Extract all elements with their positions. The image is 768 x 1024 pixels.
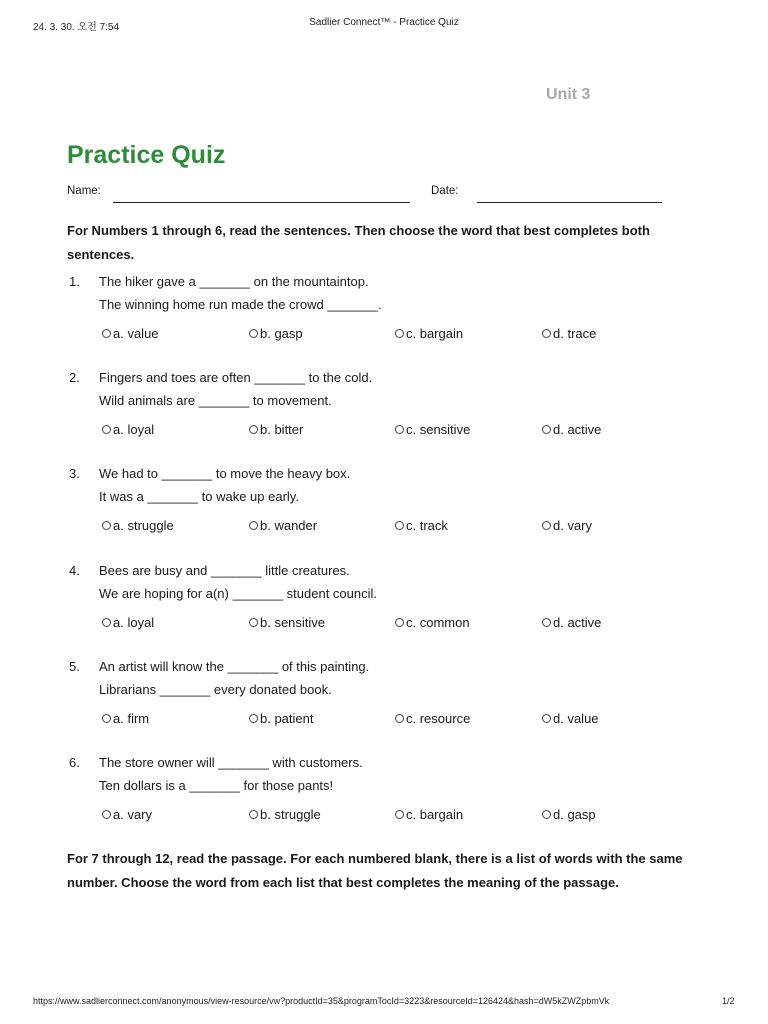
answer-choice[interactable]: [542, 326, 596, 341]
answer-choice[interactable]: [249, 518, 317, 533]
question-sentence: We had to _______ to move the heavy box.: [99, 466, 351, 481]
radio-button-icon[interactable]: [249, 810, 258, 819]
radio-button-icon[interactable]: [395, 521, 404, 530]
answer-choice-label: d. gasp: [553, 807, 596, 822]
radio-button-icon[interactable]: [395, 810, 404, 819]
radio-button-icon[interactable]: [542, 714, 551, 723]
name-field[interactable]: [113, 202, 410, 203]
radio-button-icon[interactable]: [395, 425, 404, 434]
question-sentence: The store owner will _______ with customers.: [99, 755, 363, 770]
radio-button-icon[interactable]: [102, 329, 111, 338]
answer-choice-label: a. vary: [113, 807, 153, 822]
answer-choice-label: a. loyal: [113, 615, 155, 630]
radio-button-icon[interactable]: [102, 714, 111, 723]
answer-choice[interactable]: [395, 326, 463, 341]
question-sentence: An artist will know the _______ of this painting.: [99, 659, 370, 674]
question-sentence: The hiker gave a _______ on the mountaintop.: [99, 274, 369, 289]
answer-choice[interactable]: [102, 422, 154, 437]
answer-choice[interactable]: [542, 615, 601, 630]
question-sentence: We are hoping for a(n) _______ student council.: [99, 586, 377, 601]
radio-button-icon[interactable]: [102, 618, 111, 627]
answer-choice-label: c. resource: [406, 711, 471, 726]
answer-choice-label: b. wander: [260, 518, 318, 533]
answer-choice-label: b. struggle: [260, 807, 321, 822]
answer-choice[interactable]: [249, 326, 303, 341]
answer-choice[interactable]: [102, 711, 149, 726]
radio-button-icon[interactable]: [249, 425, 258, 434]
question-sentence: It was a _______ to wake up early.: [99, 489, 299, 504]
footer-url: https://www.sadlierconnect.com/anonymous/view-resource/vw?productId=35&programTocId=3223&resourceId=126424&hash=dW5kZWZpbmVk: [33, 996, 610, 1006]
question-number: 3.: [69, 466, 80, 481]
radio-button-icon[interactable]: [249, 521, 258, 530]
answer-choice[interactable]: [395, 807, 463, 822]
answer-choice[interactable]: [249, 615, 325, 630]
radio-button-icon[interactable]: [102, 521, 111, 530]
radio-button-icon[interactable]: [102, 810, 111, 819]
answer-choice-label: b. bitter: [260, 422, 304, 437]
answer-choice-label: b. patient: [260, 711, 314, 726]
question-number: 4.: [69, 563, 80, 578]
answer-choice[interactable]: [542, 711, 599, 726]
question-number: 5.: [69, 659, 80, 674]
radio-button-icon[interactable]: [542, 521, 551, 530]
date-label: Date:: [431, 185, 459, 197]
radio-button-icon[interactable]: [395, 329, 404, 338]
answer-choice[interactable]: [249, 711, 314, 726]
answer-choice-label: c. common: [406, 615, 470, 630]
answer-choice[interactable]: [542, 422, 601, 437]
radio-button-icon[interactable]: [542, 618, 551, 627]
answer-choice-label: d. value: [553, 711, 599, 726]
answer-choice[interactable]: [102, 518, 174, 533]
answer-choice[interactable]: [395, 422, 470, 437]
answer-choice[interactable]: [249, 422, 303, 437]
radio-button-icon[interactable]: [542, 329, 551, 338]
answer-choice[interactable]: [542, 518, 592, 533]
answer-choice-label: c. bargain: [406, 326, 464, 341]
radio-button-icon[interactable]: [542, 810, 551, 819]
radio-button-icon[interactable]: [542, 425, 551, 434]
answer-choice-label: d. trace: [553, 326, 597, 341]
page-title: Practice Quiz: [67, 141, 226, 169]
question-sentence: Fingers and toes are often _______ to the cold.: [99, 370, 373, 385]
answer-choice[interactable]: [395, 711, 470, 726]
answer-choice[interactable]: [102, 807, 152, 822]
date-field[interactable]: [477, 202, 662, 203]
answer-choice-label: b. sensitive: [260, 615, 326, 630]
question-sentence: Wild animals are _______ to movement.: [99, 393, 332, 408]
question-sentence: Ten dollars is a _______ for those pants!: [99, 778, 334, 793]
question-sentence: Bees are busy and _______ little creatures.: [99, 563, 350, 578]
question-number: 1.: [69, 274, 80, 289]
question-sentence: The winning home run made the crowd _______.: [99, 297, 382, 312]
print-date: 24. 3. 30. 오전 7:54: [33, 22, 120, 33]
instructions-part-2: For 7 through 12, read the passage. For each numbered blank, there is a list of words with the same number. Choose the word from each list that best completes the meaning of the passage.: [67, 851, 683, 890]
footer-page-number: 1/2: [722, 996, 735, 1006]
question-sentence: Librarians _______ every donated book.: [99, 682, 332, 697]
answer-choice[interactable]: [249, 807, 321, 822]
answer-choice[interactable]: [395, 518, 448, 533]
radio-button-icon[interactable]: [102, 425, 111, 434]
radio-button-icon[interactable]: [249, 329, 258, 338]
answer-choice-label: a. loyal: [113, 422, 155, 437]
answer-choice-label: d. vary: [553, 518, 593, 533]
print-header-title: Sadlier Connect™ - Practice Quiz: [309, 17, 459, 28]
answer-choice-label: a. struggle: [113, 518, 174, 533]
answer-choice[interactable]: [542, 807, 596, 822]
instructions-part-1: For Numbers 1 through 6, read the sentences. Then choose the word that best completes both sentences.: [67, 223, 650, 262]
answer-choice[interactable]: [395, 615, 470, 630]
unit-label: Unit 3: [546, 86, 591, 103]
answer-choice-label: c. bargain: [406, 807, 464, 822]
answer-choice-label: a. value: [113, 326, 159, 341]
answer-choice[interactable]: [102, 326, 159, 341]
answer-choice-label: b. gasp: [260, 326, 303, 341]
question-number: 2.: [69, 370, 80, 385]
radio-button-icon[interactable]: [395, 714, 404, 723]
answer-choice[interactable]: [102, 615, 154, 630]
answer-choice-label: a. firm: [113, 711, 150, 726]
question-number: 6.: [69, 755, 80, 770]
answer-choice-label: d. active: [553, 615, 602, 630]
radio-button-icon[interactable]: [249, 618, 258, 627]
radio-button-icon[interactable]: [249, 714, 258, 723]
answer-choice-label: c. sensitive: [406, 422, 471, 437]
radio-button-icon[interactable]: [395, 618, 404, 627]
answer-choice-label: c. track: [406, 518, 448, 533]
answer-choice-label: d. active: [553, 422, 602, 437]
name-label: Name:: [67, 185, 101, 197]
